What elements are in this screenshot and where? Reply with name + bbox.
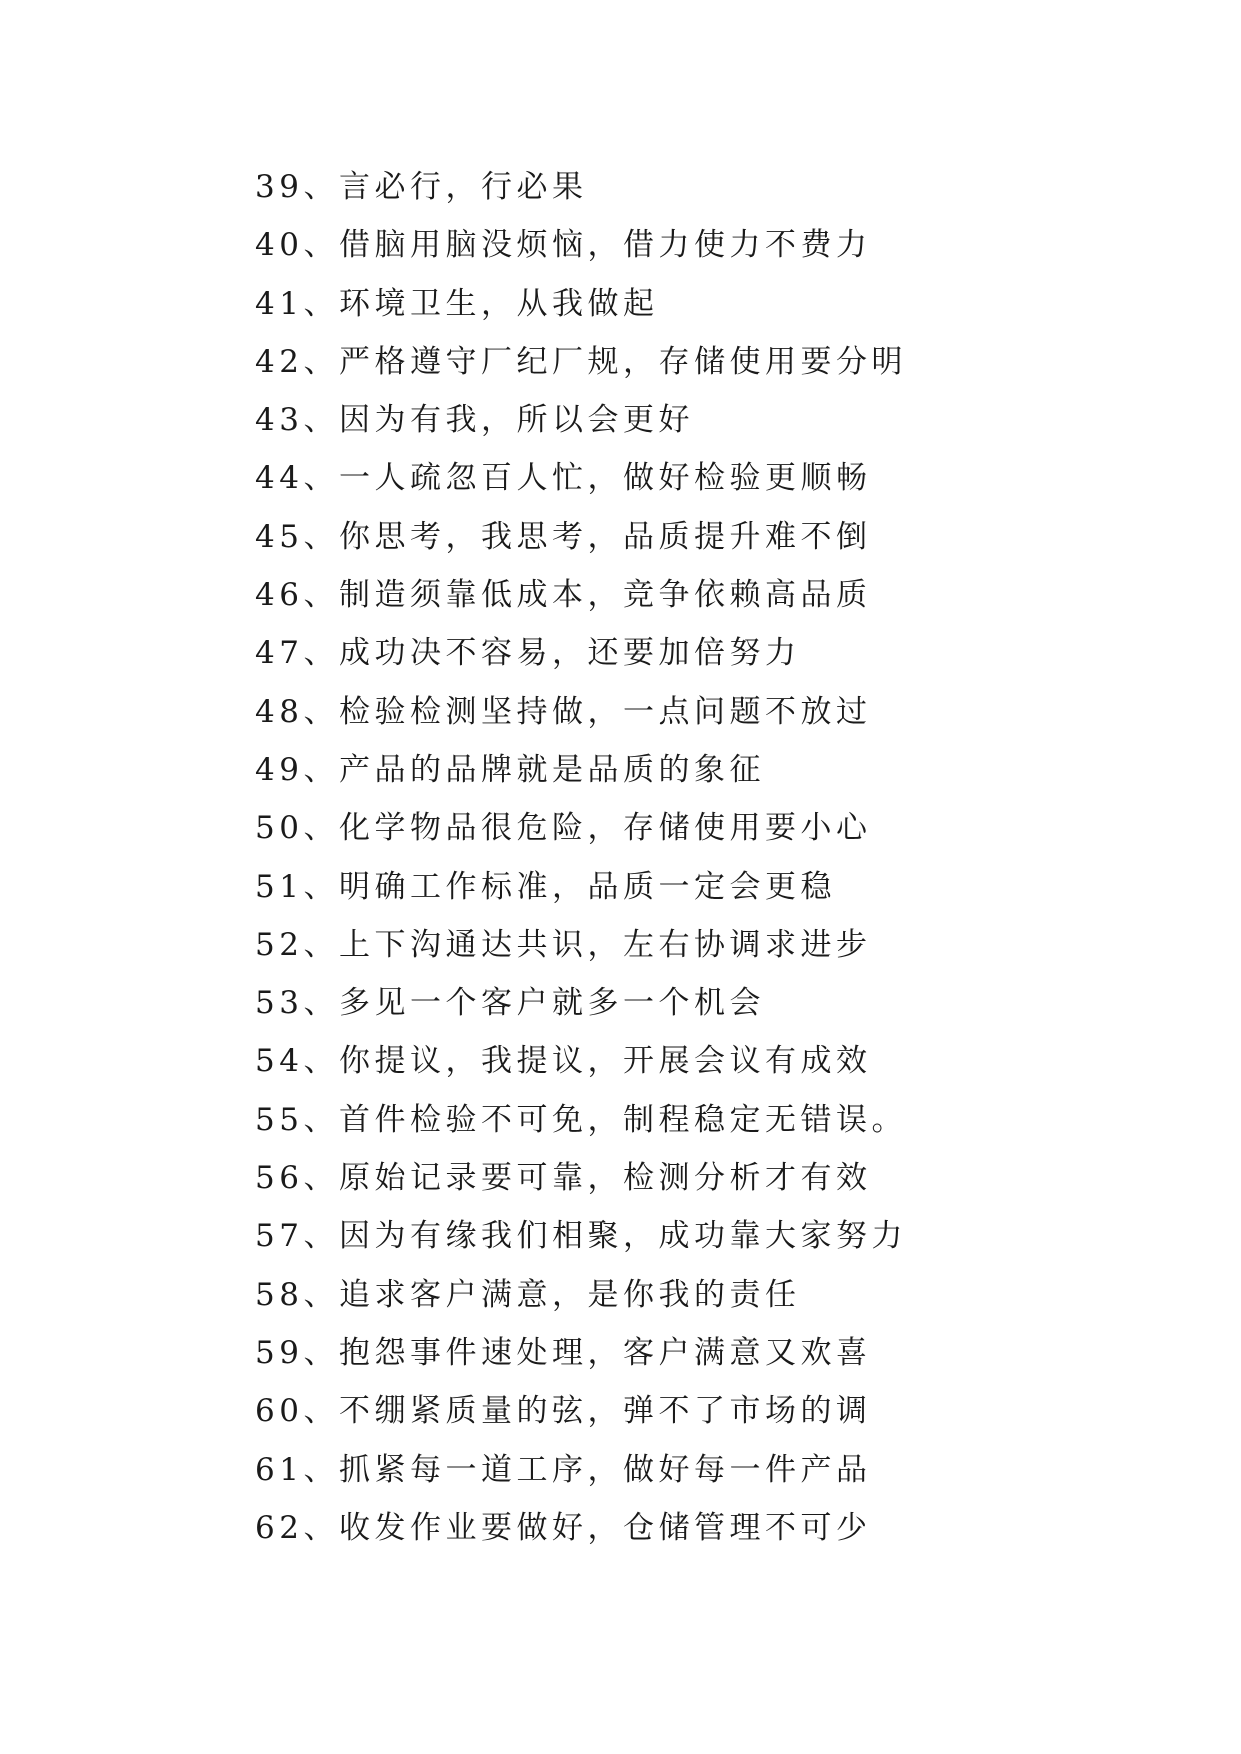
list-item: 41、环境卫生，从我做起 [255, 285, 659, 322]
list-item: 42、严格遵守厂纪厂规，存储使用要分明 [255, 343, 907, 380]
list-item: 54、你提议，我提议，开展会议有成效 [255, 1043, 872, 1080]
list-item: 48、检验检测坚持做，一点问题不放过 [255, 693, 872, 730]
list-item: 53、多见一个客户就多一个机会 [255, 985, 765, 1022]
list-item: 49、产品的品牌就是品质的象征 [255, 751, 765, 788]
list-item: 52、上下沟通达共识，左右协调求进步 [255, 926, 872, 963]
list-item: 59、抱怨事件速处理，客户满意又欢喜 [255, 1334, 872, 1371]
list-item: 45、你思考，我思考，品质提升难不倒 [255, 518, 872, 555]
list-item: 57、因为有缘我们相聚，成功靠大家努力 [255, 1218, 907, 1255]
list-item: 43、因为有我，所以会更好 [255, 402, 694, 439]
list-item: 51、明确工作标准，品质一定会更稳 [255, 868, 836, 905]
list-item: 60、不绷紧质量的弦，弹不了市场的调 [255, 1393, 872, 1430]
list-item: 47、成功决不容易，还要加倍努力 [255, 635, 801, 672]
list-item: 62、收发作业要做好，仓储管理不可少 [255, 1509, 872, 1546]
list-item: 40、借脑用脑没烦恼，借力使力不费力 [255, 227, 872, 264]
slogan-list [255, 158, 907, 1557]
list-item: 56、原始记录要可靠，检测分析才有效 [255, 1160, 872, 1197]
list-item: 46、制造须靠低成本，竞争依赖高品质 [255, 577, 872, 614]
list-item: 58、追求客户满意，是你我的责任 [255, 1276, 801, 1313]
list-item: 61、抓紧每一道工序，做好每一件产品 [255, 1451, 872, 1488]
list-item: 50、化学物品很危险，存储使用要小心 [255, 810, 872, 847]
list-item: 44、一人疏忽百人忙，做好检验更顺畅 [255, 460, 872, 497]
list-item: 39、言必行，行必果 [255, 169, 588, 205]
list-item: 55、首件检验不可免，制程稳定无错误。 [255, 1101, 907, 1138]
